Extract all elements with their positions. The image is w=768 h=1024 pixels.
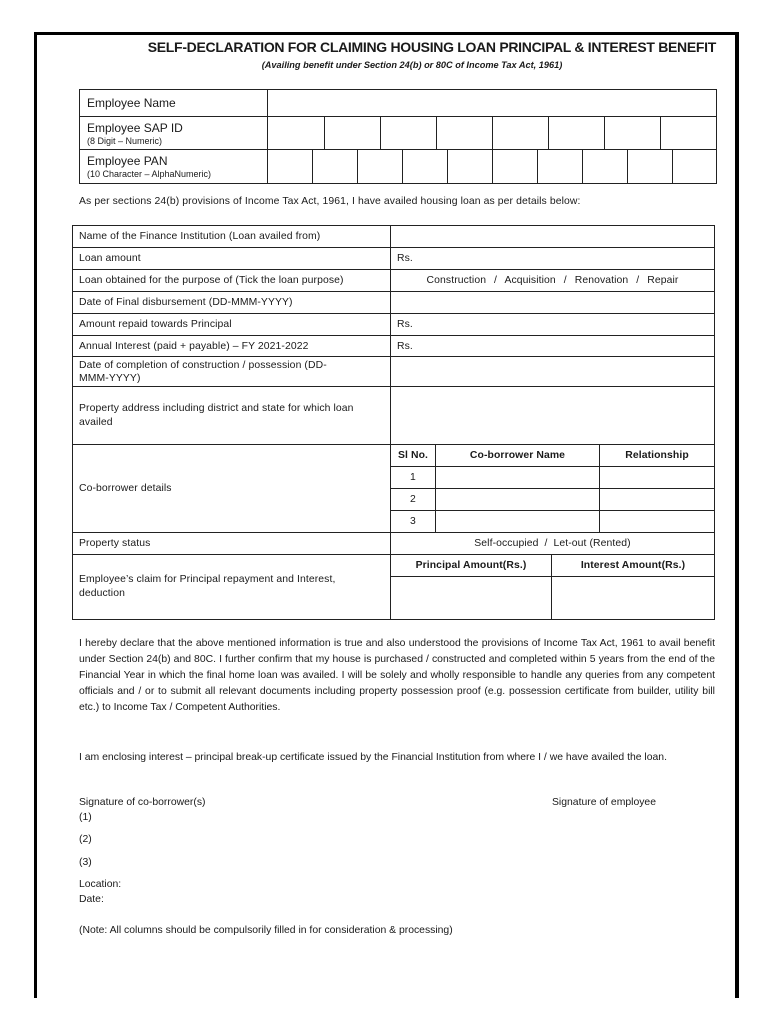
row-label-property-status: Property status [72,532,391,555]
row-label-loan-purpose: Loan obtained for the purpose of (Tick the loan purpose) [72,269,391,292]
property-address-field[interactable] [390,386,715,445]
page-title: SELF-DECLARATION FOR CLAIMING HOUSING LOAN PRINCIPAL & INTEREST BENEFIT [147,39,716,55]
principal-repaid-field[interactable]: Rs. [390,313,715,336]
sap-digit-5[interactable] [492,116,549,150]
coborrower-header-relationship: Relationship [599,444,715,467]
pan-char-8[interactable] [582,149,628,184]
declaration-paragraph-2: I am enclosing interest – principal break-up certificate issued by the Financial Institution from where I / we have availed the loan. [79,752,667,763]
employee-sap-label [79,116,268,150]
finance-institution-field[interactable] [390,225,715,248]
claim-header-principal: Principal Amount(Rs.) [390,554,552,577]
coborrower-name-2[interactable] [435,488,600,511]
principal-amount-field[interactable] [390,576,552,620]
coborrower-sl-1: 1 [390,466,436,489]
pan-char-1[interactable] [267,149,313,184]
row-label-loan-amount: Loan amount [72,247,391,270]
annual-interest-field[interactable]: Rs. [390,335,715,357]
coborrower-header-sl: Sl No. [390,444,436,467]
pan-char-3[interactable] [357,149,403,184]
row-label-principal-repaid: Amount repaid towards Principal [72,313,391,336]
sap-digit-6[interactable] [548,116,605,150]
coborrower-header-name: Co-borrower Name [435,444,600,467]
pan-char-7[interactable] [537,149,583,184]
final-disbursement-date-field[interactable] [390,291,715,314]
coborrower-signature-1: (1) [79,812,92,823]
coborrower-name-3[interactable] [435,510,600,533]
pan-char-5[interactable] [447,149,493,184]
sap-digit-7[interactable] [604,116,661,150]
pan-char-9[interactable] [627,149,673,184]
row-label-completion-date: Date of completion of construction / possession (DD-MMM-YYYY) [72,356,391,387]
pan-char-10[interactable] [672,149,717,184]
employee-name-field[interactable] [267,89,717,117]
pan-char-2[interactable] [312,149,358,184]
interest-amount-field[interactable] [551,576,715,620]
coborrower-relationship-2[interactable] [599,488,715,511]
coborrower-relationship-1[interactable] [599,466,715,489]
row-label-final-disbursement: Date of Final disbursement (DD-MMM-YYYY) [72,291,391,314]
row-label-finance-institution: Name of the Finance Institution (Loan availed from) [72,225,391,248]
coborrower-sl-3: 3 [390,510,436,533]
sap-digit-4[interactable] [436,116,493,150]
sap-digit-3[interactable] [380,116,437,150]
completion-date-field[interactable] [390,356,715,387]
label-text: Employee Name [87,96,176,110]
date-label: Date: [79,894,104,905]
row-label-employee-claim: Employee’s claim for Principal repayment and Interest, deduction [72,554,391,620]
label-text: Employee PAN [87,154,168,168]
declaration-paragraph-1: I hereby declare that the above mentioned information is true and also understood the provisions of Income Tax Act, 1961 to avail benefit under Section 24(b) and 80C. I further confirm that my house is purchased / constructed and completed within 5 years from the end of the Financial Year in which the final home loan was availed. I will be solely and wholly responsible to handle any queries from any competent officials and / or to submit all relevant documents including property possession proof (e.g. possession certificate from builder, utility bill etc.) to Income Tax / Competent Authorities. [79,638,715,713]
page-subtitle: (Availing benefit under Section 24(b) or 80C of Income Tax Act, 1961) [261,60,563,70]
coborrower-name-1[interactable] [435,466,600,489]
loan-purpose-options[interactable]: Construction / Acquisition / Renovation / Repair [390,269,715,292]
row-label-property-address: Property address including district and state for which loan availed [72,386,391,445]
coborrower-signature-3: (3) [79,857,92,868]
sap-digit-2[interactable] [324,116,381,150]
coborrower-sl-2: 2 [390,488,436,511]
pan-char-4[interactable] [402,149,448,184]
claim-header-interest: Interest Amount(Rs.) [551,554,715,577]
intro-text: As per sections 24(b) provisions of Income Tax Act, 1961, I have availed housing loan as per details below: [79,196,581,207]
coborrower-signature-2: (2) [79,834,92,845]
pan-char-6[interactable] [492,149,538,184]
hint-text: (8 Digit – Numeric) [87,135,163,146]
note-text: (Note: All columns should be compulsorily filled in for consideration & processing) [79,925,453,936]
coborrower-relationship-3[interactable] [599,510,715,533]
row-label-coborrower: Co-borrower details [72,444,391,533]
hint-text: (10 Character – AlphaNumeric) [87,169,212,179]
sap-digit-8[interactable] [660,116,717,150]
label-text: Employee SAP ID [87,120,183,135]
location-label: Location: [79,879,122,890]
employee-pan-label [79,149,268,184]
property-status-options[interactable]: Self-occupied / Let-out (Rented) [390,532,715,555]
employee-name-label [79,89,268,117]
employee-signature-label: Signature of employee [552,797,656,808]
coborrower-signature-label: Signature of co-borrower(s) [79,797,206,808]
row-label-annual-interest: Annual Interest (paid + payable) – FY 2021-2022 [72,335,391,357]
loan-amount-field[interactable]: Rs. [390,247,715,270]
sap-digit-1[interactable] [267,116,325,150]
